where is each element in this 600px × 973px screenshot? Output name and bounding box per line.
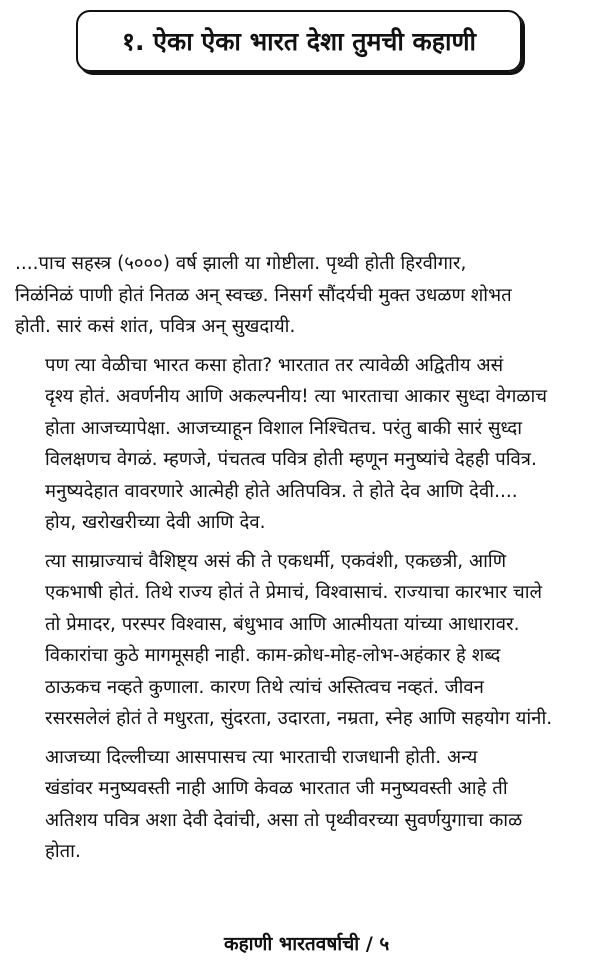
text-line: तो प्रेमादर, परस्पर विश्वास, बंधुभाव आणि आत्मीयता यांच्या आधारावर.	[45, 613, 520, 635]
text-line: खंडांवर मनुष्यवस्ती नाही आणि केवळ भारतात जी मनुष्यवस्ती आहे ती	[45, 778, 508, 799]
paragraph-2	[15, 350, 587, 539]
text-line: अतिशय पवित्र अशा देवी देवांची, असा तो पृथ्वीवरच्या सुवर्णयुगाचा काळ	[45, 809, 523, 831]
paragraph-4	[15, 742, 587, 868]
text-line: दृश्य होतं. अवर्णनीय आणि अकल्पनीय! त्या भारताचा आकार सुध्दा वेगळाच	[45, 386, 548, 407]
chapter-title-box	[76, 10, 522, 72]
text-line: मनुष्यदेहात वावरणारे आत्मेही होते अतिपवित्र. ते होते देव आणि देवी....	[45, 480, 518, 502]
text-line: निळंनिळं पाणी होतं नितळ अन् स्वच्छ. निसर्ग सौंदर्यची मुक्त उधळण शोभत	[15, 284, 512, 306]
text-line: होय, खरोखरीच्या देवी आणि देव.	[45, 512, 266, 533]
text-line: विलक्षणच वेगळं. म्हणजे, पंचतत्व पवित्र होती म्हणून मनुष्यांचे देहही पवित्र.	[45, 449, 537, 470]
text-line: ....पाच सहस्त्र (५०००) वर्ष झाली या गोष्टीला. पृथ्वी होती हिरवीगार,	[15, 253, 467, 274]
chapter-title: १. ऐका ऐका भारत देशा तुमची कहाणी	[121, 27, 477, 56]
text-line: होता.	[45, 841, 81, 862]
text-line: होती. सारं कसं शांत, पवित्र अन् सुखदायी.	[15, 316, 296, 337]
text-line: त्या साम्राज्याचं वैशिष्ट्य असं की ते एकधर्मी, एकवंशी, एकछत्री, आणि	[45, 550, 507, 572]
text-line: होता आजच्यापेक्षा. आजच्याहून विशाल निश्चितच. परंतु बाकी सारं सुध्दा	[45, 417, 523, 439]
text-line: विकारांचा कुठे मागमूसही नाही. काम-क्रोध-मोह-लोभ-अहंकार हे शब्द	[45, 645, 501, 666]
text-line: एकभाषी होतं. तिथे राज्य होतं ते प्रेमाचं, विश्वासाचं. राज्याचा कारभार चाले	[45, 582, 543, 603]
text-line: ठाऊकच नव्हते कुणाला. कारण तिथे त्यांचं अस्तित्वच नव्हतं. जीवन	[45, 676, 484, 698]
text-line: पण त्या वेळीचा भारत कसा होता? भारतात तर त्यावेळी अद्वितीय असं	[45, 354, 504, 376]
text-line: आजच्या दिल्लीच्या आसपासच त्या भारताची राजधानी होती. अन्य	[45, 746, 478, 768]
paragraph-3	[15, 546, 587, 735]
body-text	[15, 248, 587, 875]
text-line: रसरसलेलं होतं ते मधुरता, सुंदरता, उदारता, नम्रता, स्नेह आणि सहयोग यांनी.	[45, 708, 553, 729]
page-footer: कहाणी भारतवर्षाची / ५	[224, 933, 390, 955]
paragraph-1	[15, 248, 587, 343]
